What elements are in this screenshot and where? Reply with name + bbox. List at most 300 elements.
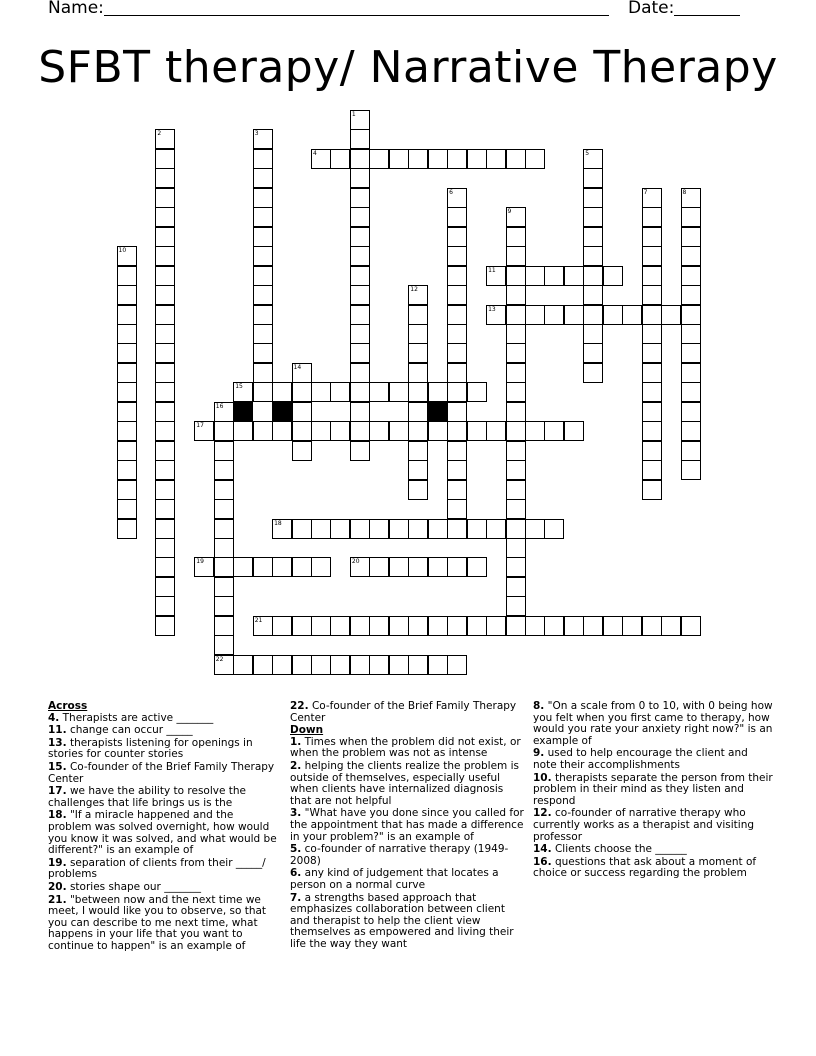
grid-cell[interactable] [642,460,662,480]
grid-cell[interactable] [525,305,545,325]
grid-cell[interactable] [272,616,292,636]
grid-cell[interactable] [447,460,467,480]
grid-cell[interactable] [350,246,370,266]
grid-cell[interactable] [155,149,175,169]
grid-cell[interactable] [350,149,370,169]
grid-cell[interactable] [428,421,448,441]
grid-cell[interactable] [292,655,312,675]
grid-cell[interactable] [389,519,409,539]
grid-cell[interactable] [447,616,467,636]
grid-cell[interactable] [642,227,662,247]
grid-cell[interactable] [117,480,137,500]
clue-text: stories shape our _______ [66,880,201,893]
grid-cell[interactable] [369,149,389,169]
grid-cell[interactable] [583,305,603,325]
grid-cell[interactable] [117,285,137,305]
grid-cell[interactable] [544,421,564,441]
grid-cell[interactable] [642,363,662,383]
grid-cell[interactable] [350,110,370,130]
grid-cell[interactable] [292,519,312,539]
grid-cell[interactable] [350,168,370,188]
grid-cell[interactable] [506,538,526,558]
grid-cell[interactable] [214,557,234,577]
grid-cell[interactable] [506,285,526,305]
grid-cell[interactable] [681,616,701,636]
grid-cell[interactable] [642,246,662,266]
grid-cell[interactable] [155,480,175,500]
grid-cell[interactable] [330,616,350,636]
clue-number: 6 [449,188,453,196]
grid-cell[interactable] [253,305,273,325]
grid-cell[interactable] [428,519,448,539]
grid-cell[interactable] [117,324,137,344]
grid-cell[interactable] [253,285,273,305]
grid-cell[interactable] [214,577,234,597]
grid-cell[interactable] [428,382,448,402]
grid-cell[interactable] [292,616,312,636]
grid-cell[interactable] [350,655,370,675]
grid-cell[interactable] [447,324,467,344]
grid-cell[interactable] [253,246,273,266]
grid-cell[interactable] [350,402,370,422]
grid-cell[interactable] [350,363,370,383]
grid-cell[interactable] [117,382,137,402]
grid-cell[interactable] [311,149,331,169]
grid-cell[interactable] [564,616,584,636]
grid-cell[interactable] [642,382,662,402]
grid-cell[interactable] [681,382,701,402]
grid-cell[interactable] [564,266,584,286]
grid-cell[interactable] [681,246,701,266]
grid-cell[interactable] [253,343,273,363]
grid-cell[interactable] [155,460,175,480]
grid-cell[interactable] [253,266,273,286]
grid-cell[interactable] [486,519,506,539]
clue-text: Clients choose the ______ [551,843,687,856]
grid-cell[interactable] [155,499,175,519]
grid-cell[interactable] [506,149,526,169]
grid-cell[interactable] [214,441,234,461]
grid-cell[interactable] [544,305,564,325]
grid-cell[interactable] [117,266,137,286]
grid-cell[interactable] [389,655,409,675]
grid-cell[interactable] [681,188,701,208]
grid-cell[interactable] [408,519,428,539]
grid-cell[interactable] [564,421,584,441]
grid-cell[interactable] [292,363,312,383]
grid-cell[interactable] [214,480,234,500]
grid-cell[interactable] [467,616,487,636]
grid-cell[interactable] [214,596,234,616]
grid-cell[interactable] [233,421,253,441]
grid-cell[interactable] [214,616,234,636]
grid-cell[interactable] [214,460,234,480]
grid-cell[interactable] [428,655,448,675]
grid-cell[interactable] [117,499,137,519]
grid-cell[interactable] [467,557,487,577]
grid-cell[interactable] [117,519,137,539]
grid-cell[interactable] [253,616,273,636]
grid-cell[interactable] [506,616,526,636]
grid-cell[interactable] [214,635,234,655]
grid-cell[interactable] [544,616,564,636]
grid-cell[interactable] [642,266,662,286]
grid-cell[interactable] [408,480,428,500]
grid-cell[interactable] [447,382,467,402]
grid-cell[interactable] [389,616,409,636]
grid-cell[interactable] [506,557,526,577]
grid-cell[interactable] [350,382,370,402]
grid-cell[interactable] [330,655,350,675]
grid-cell[interactable] [467,421,487,441]
grid-cell[interactable] [447,149,467,169]
grid-cell[interactable] [155,246,175,266]
grid-cell[interactable] [681,421,701,441]
grid-cell[interactable] [506,519,526,539]
grid-cell[interactable] [350,519,370,539]
grid-cell[interactable] [369,421,389,441]
grid-cell[interactable] [408,441,428,461]
down-clue [290,808,524,843]
grid-cell[interactable] [486,149,506,169]
grid-cell[interactable] [681,363,701,383]
grid-cell[interactable] [525,616,545,636]
grid-cell[interactable] [642,324,662,344]
grid-cell[interactable] [486,616,506,636]
grid-cell[interactable] [447,246,467,266]
clue-text: "If a miracle happened and the problem was solved overnight, how would you know it was solved, and what would be different?" is an example of [48,809,277,857]
grid-cell[interactable] [506,246,526,266]
grid-cell[interactable] [311,557,331,577]
grid-cell[interactable] [642,188,662,208]
grid-cell[interactable] [642,616,662,636]
grid-cell[interactable] [447,519,467,539]
grid-cell[interactable] [214,538,234,558]
grid-cell[interactable] [214,519,234,539]
grid-cell[interactable] [447,402,467,422]
grid-cell[interactable] [447,266,467,286]
grid-cell[interactable] [155,557,175,577]
grid-cell[interactable] [272,421,292,441]
grid-cell[interactable] [253,557,273,577]
grid-cell[interactable] [155,168,175,188]
grid-cell[interactable] [506,266,526,286]
grid-cell[interactable] [369,382,389,402]
grid-cell[interactable] [408,616,428,636]
grid-cell[interactable] [350,343,370,363]
grid-cell[interactable] [253,382,273,402]
grid-cell[interactable] [350,207,370,227]
grid-cell[interactable] [681,305,701,325]
clue-text: any kind of judgement that locates a person on a normal curve [290,867,499,891]
grid-cell[interactable] [447,285,467,305]
grid-cell[interactable] [603,305,623,325]
grid-cell[interactable] [253,227,273,247]
grid-cell[interactable] [408,363,428,383]
grid-cell[interactable] [583,266,603,286]
grid-cell[interactable] [155,382,175,402]
grid-cell[interactable] [155,577,175,597]
clues-column-2 [290,701,524,951]
grid-cell[interactable] [681,207,701,227]
grid-cell[interactable] [506,343,526,363]
grid-cell[interactable] [506,480,526,500]
grid-cell[interactable] [194,421,214,441]
grid-cell[interactable] [486,266,506,286]
grid-cell[interactable] [311,616,331,636]
grid-cell[interactable] [253,655,273,675]
grid-cell[interactable] [350,324,370,344]
grid-cell[interactable] [544,519,564,539]
grid-cell[interactable] [233,382,253,402]
grid-cell[interactable] [408,285,428,305]
grid-cell[interactable] [408,402,428,422]
grid-cell[interactable] [447,557,467,577]
grid-cell[interactable] [408,460,428,480]
grid-cell[interactable] [155,305,175,325]
grid-cell[interactable] [642,343,662,363]
grid-cell[interactable] [292,402,312,422]
grid-cell[interactable] [642,305,662,325]
grid-cell[interactable] [681,324,701,344]
grid-cell[interactable] [233,557,253,577]
grid-cell[interactable] [214,402,234,422]
grid-cell[interactable] [447,499,467,519]
grid-cell[interactable] [155,363,175,383]
grid-cell[interactable] [506,227,526,247]
grid-cell[interactable] [155,519,175,539]
grid-cell[interactable] [408,421,428,441]
grid-cell[interactable] [253,168,273,188]
grid-cell[interactable] [486,421,506,441]
grid-cell[interactable] [155,402,175,422]
grid-cell[interactable] [506,441,526,461]
grid-cell[interactable] [292,421,312,441]
grid-cell[interactable] [486,305,506,325]
grid-cell[interactable] [583,343,603,363]
grid-cell[interactable] [350,285,370,305]
grid-cell[interactable] [253,188,273,208]
grid-cell[interactable] [447,363,467,383]
grid-cell[interactable] [408,382,428,402]
grid-cell[interactable] [350,188,370,208]
grid-cell[interactable] [311,382,331,402]
grid-cell[interactable] [428,616,448,636]
grid-cell[interactable] [214,655,234,675]
grid-cell[interactable] [292,441,312,461]
grid-cell[interactable] [155,188,175,208]
grid-cell[interactable] [447,480,467,500]
grid-cell[interactable] [583,324,603,344]
grid-cell[interactable] [408,655,428,675]
grid-cell[interactable] [506,421,526,441]
grid-cell[interactable] [408,343,428,363]
clue-text: "between now and the next time we meet, I would like you to observe, so that you can describe to me next time, what happens in your life that you want to continue to happen" is an example of [48,893,267,952]
grid-cell[interactable] [506,382,526,402]
grid-cell[interactable] [661,616,681,636]
grid-cell[interactable] [447,343,467,363]
grid-cell[interactable] [525,421,545,441]
grid-cell[interactable] [117,421,137,441]
grid-cell[interactable] [272,519,292,539]
grid-cell[interactable] [583,285,603,305]
grid-cell[interactable] [369,616,389,636]
grid-cell[interactable] [311,519,331,539]
grid-cell[interactable] [447,441,467,461]
grid-cell[interactable] [330,519,350,539]
grid-cell[interactable] [447,655,467,675]
grid-cell[interactable] [583,207,603,227]
grid-cell[interactable] [253,129,273,149]
grid-cell[interactable] [155,324,175,344]
grid-cell[interactable] [525,519,545,539]
grid-cell[interactable] [155,421,175,441]
grid-cell[interactable] [155,441,175,461]
grid-cell[interactable] [447,305,467,325]
grid-cell[interactable] [214,499,234,519]
grid-cell[interactable] [155,596,175,616]
grid-cell[interactable] [408,305,428,325]
grid-cell[interactable] [661,305,681,325]
grid-cell[interactable] [272,655,292,675]
grid-cell[interactable] [253,207,273,227]
grid-cell[interactable] [525,149,545,169]
grid-cell[interactable] [642,421,662,441]
grid-cell[interactable] [214,421,234,441]
grid-cell[interactable] [408,324,428,344]
grid-cell[interactable] [681,460,701,480]
grid-cell[interactable] [447,207,467,227]
grid-cell[interactable] [583,227,603,247]
clue-number: 14. [533,843,552,856]
grid-cell[interactable] [155,207,175,227]
grid-cell[interactable] [292,557,312,577]
grid-cell[interactable] [369,655,389,675]
grid-cell[interactable] [583,616,603,636]
grid-cell[interactable] [233,655,253,675]
grid-cell[interactable] [506,460,526,480]
grid-cell[interactable] [408,149,428,169]
grid-cell[interactable] [292,382,312,402]
grid-cell[interactable] [155,129,175,149]
grid-cell[interactable] [350,616,370,636]
grid-cell[interactable] [506,324,526,344]
grid-cell[interactable] [330,382,350,402]
grid-cell[interactable] [350,227,370,247]
grid-cell[interactable] [350,305,370,325]
grid-cell[interactable] [253,149,273,169]
grid-cell[interactable] [583,168,603,188]
grid-cell[interactable] [369,557,389,577]
grid-cell[interactable] [506,577,526,597]
grid-cell[interactable] [506,402,526,422]
grid-cell[interactable] [117,343,137,363]
grid-cell[interactable] [389,382,409,402]
grid-cell[interactable] [642,402,662,422]
grid-cell[interactable] [447,188,467,208]
grid-cell[interactable] [681,343,701,363]
grid-cell[interactable] [467,149,487,169]
grid-cell[interactable] [155,266,175,286]
grid-cell[interactable] [253,324,273,344]
grid-cell[interactable] [350,129,370,149]
grid-cell[interactable] [583,149,603,169]
grid-cell[interactable] [253,421,273,441]
grid-cell[interactable] [350,441,370,461]
grid-cell[interactable] [155,343,175,363]
grid-cell[interactable] [544,266,564,286]
grid-cell[interactable] [311,421,331,441]
grid-cell[interactable] [369,519,389,539]
grid-cell[interactable] [155,285,175,305]
grid-cell[interactable] [350,557,370,577]
grid-cell[interactable] [428,557,448,577]
grid-cell[interactable] [622,616,642,636]
grid-cell[interactable] [642,480,662,500]
grid-cell[interactable] [506,207,526,227]
grid-cell[interactable] [681,441,701,461]
grid-cell[interactable] [681,285,701,305]
grid-cell[interactable] [253,363,273,383]
grid-cell[interactable] [117,441,137,461]
grid-cell[interactable] [408,557,428,577]
grid-cell[interactable] [389,557,409,577]
grid-cell[interactable] [428,149,448,169]
grid-cell[interactable] [681,227,701,247]
grid-cell[interactable] [117,402,137,422]
grid-cell[interactable] [622,305,642,325]
grid-cell[interactable] [467,382,487,402]
grid-cell[interactable] [642,441,662,461]
grid-cell[interactable] [681,266,701,286]
grid-cell[interactable] [564,305,584,325]
grid-cell[interactable] [506,596,526,616]
grid-cell[interactable] [389,421,409,441]
grid-cell[interactable] [350,421,370,441]
grid-cell[interactable] [583,363,603,383]
grid-cell[interactable] [642,285,662,305]
grid-cell[interactable] [350,266,370,286]
grid-cell[interactable] [467,519,487,539]
grid-cell[interactable] [155,538,175,558]
grid-cell[interactable] [583,188,603,208]
grid-cell[interactable] [447,227,467,247]
grid-cell[interactable] [681,402,701,422]
grid-cell[interactable] [117,460,137,480]
grid-cell[interactable] [330,421,350,441]
grid-cell[interactable] [603,616,623,636]
grid-cell[interactable] [447,421,467,441]
grid-cell[interactable] [117,246,137,266]
grid-cell[interactable] [506,363,526,383]
grid-cell[interactable] [272,557,292,577]
grid-cell[interactable] [642,207,662,227]
grid-cell[interactable] [525,266,545,286]
grid-cell[interactable] [583,246,603,266]
grid-cell[interactable] [506,305,526,325]
grid-cell[interactable] [272,382,292,402]
grid-cell[interactable] [155,227,175,247]
grid-cell[interactable] [389,149,409,169]
grid-cell[interactable] [330,149,350,169]
grid-cell[interactable] [311,655,331,675]
grid-cell[interactable] [155,616,175,636]
grid-cell[interactable] [603,266,623,286]
grid-cell[interactable] [117,305,137,325]
grid-cell[interactable] [506,499,526,519]
grid-cell[interactable] [194,557,214,577]
grid-cell[interactable] [117,363,137,383]
